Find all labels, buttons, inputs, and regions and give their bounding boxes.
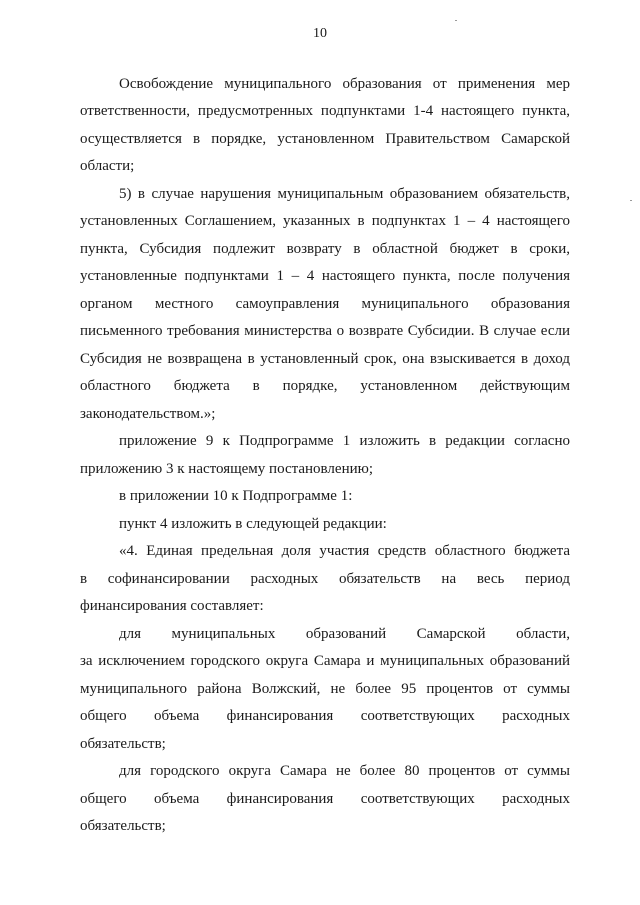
text-line: для муниципальных образований Самарской области, xyxy=(119,626,570,642)
text-line: ответственности, предусмотренных подпунктами 1-4 настоящего пункта, xyxy=(80,103,570,119)
page-number: 10 xyxy=(313,26,327,41)
text-line: муниципального района Волжский, не более 95 процентов от суммы xyxy=(80,681,570,697)
text-line: за исключением городского округа Самара и муниципальных образований xyxy=(80,653,570,669)
text-line: установленных Соглашением, указанных в подпунктах 1 – 4 настоящего xyxy=(80,213,570,229)
text-line: приложение 9 к Подпрограмме 1 изложить в редакции согласно xyxy=(119,433,570,449)
text-line: общего объема финансирования соответствующих расходных xyxy=(80,791,570,807)
text-line: областного бюджета в порядке, установленном действующим xyxy=(80,378,570,394)
text-line: пункта, Субсидия подлежит возврату в областной бюджет в сроки, xyxy=(80,241,570,257)
text-line: финансирования составляет: xyxy=(80,598,264,614)
text-line: «4. Единая предельная доля участия средств областного бюджета xyxy=(119,543,570,559)
text-line: в приложении 10 к Подпрограмме 1: xyxy=(119,488,353,504)
text-line: пункт 4 изложить в следующей редакции: xyxy=(119,516,387,532)
text-line: Субсидия не возвращена в установленный срок, она взыскивается в доход xyxy=(80,351,570,367)
text-line: общего объема финансирования соответствующих расходных xyxy=(80,708,570,724)
text-line: установленные подпунктами 1 – 4 настоящего пункта, после получения xyxy=(80,268,570,284)
text-line: для городского округа Самара не более 80 процентов от суммы xyxy=(119,763,570,779)
text-line: законодательством.»; xyxy=(80,406,216,422)
text-line: в софинансировании расходных обязательств на весь период xyxy=(80,571,570,587)
text-line: обязательств; xyxy=(80,818,166,834)
scan-speck xyxy=(455,20,457,21)
text-line: Освобождение муниципального образования от применения мер xyxy=(119,76,570,92)
text-line: приложению 3 к настоящему постановлению; xyxy=(80,461,373,477)
text-line: органом местного самоуправления муниципального образования xyxy=(80,296,570,312)
text-line: 5) в случае нарушения муниципальным образованием обязательств, xyxy=(119,186,570,202)
text-line: осуществляется в порядке, установленном Правительством Самарской xyxy=(80,131,570,147)
scan-speck xyxy=(630,200,632,201)
text-line: обязательств; xyxy=(80,736,166,752)
text-line: письменного требования министерства о возврате Субсидии. В случае если xyxy=(80,323,570,339)
text-line: области; xyxy=(80,158,135,174)
